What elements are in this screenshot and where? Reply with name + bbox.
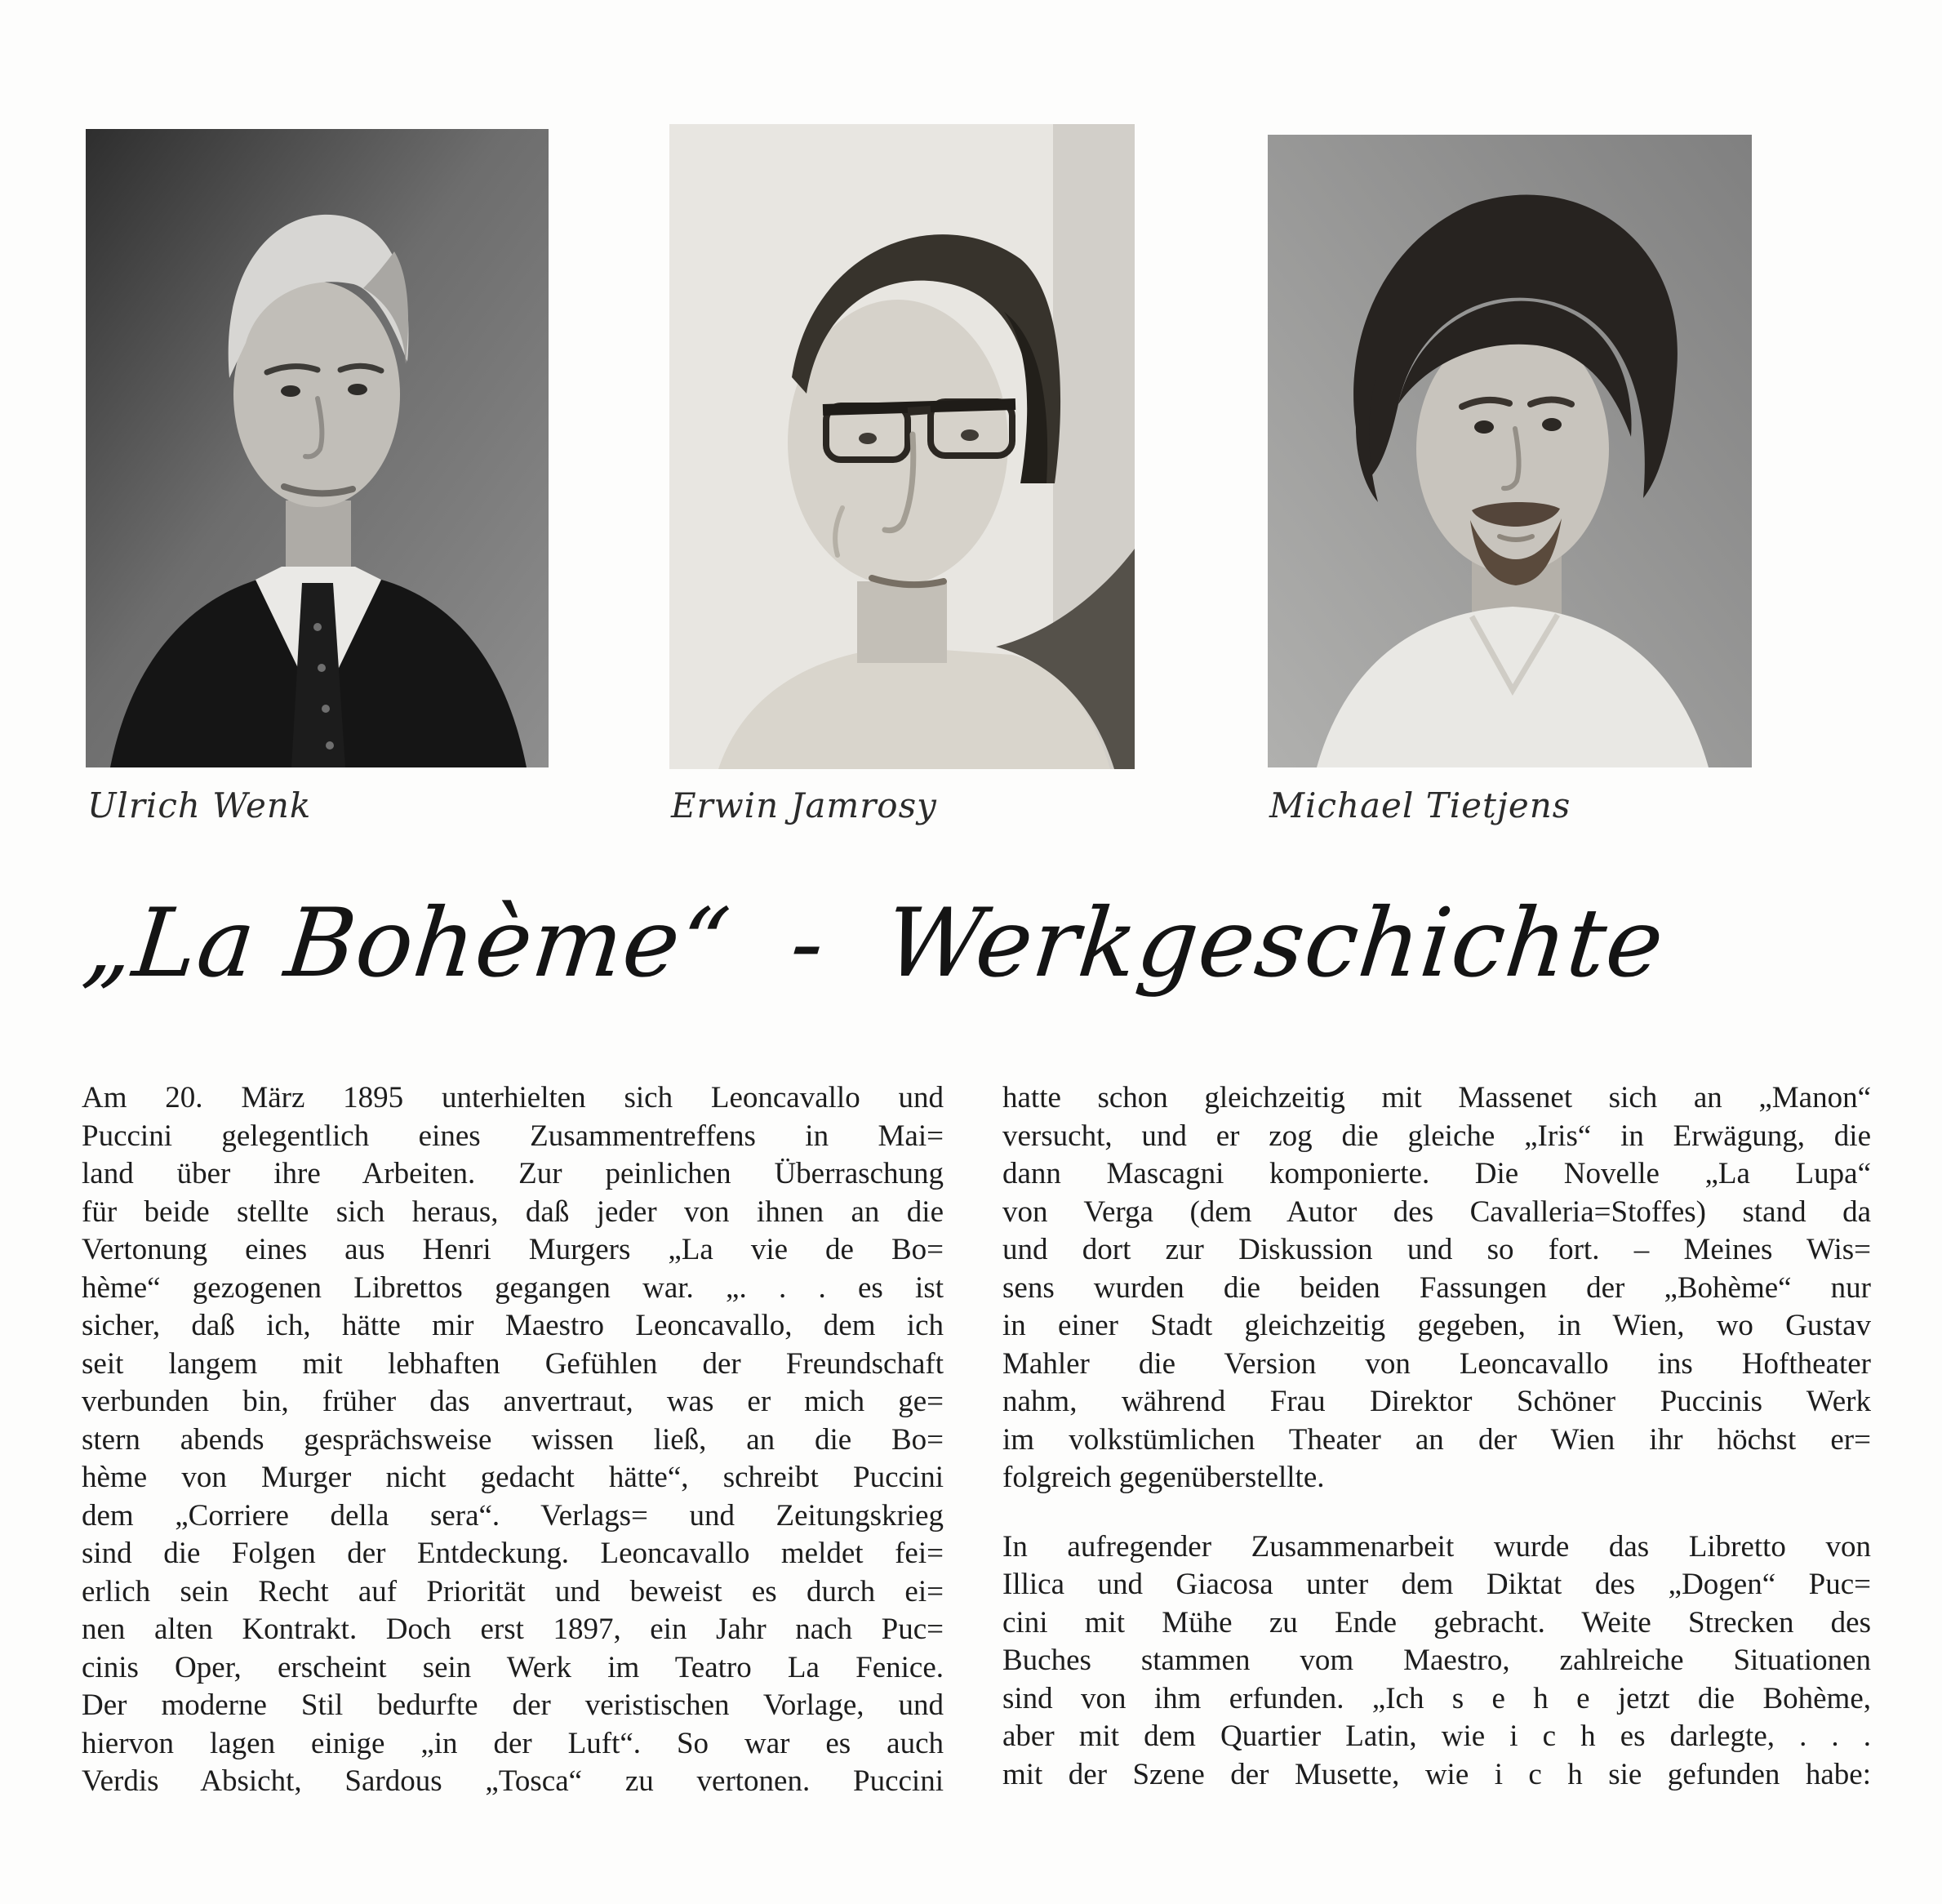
photo-erwin-jamrosy bbox=[669, 124, 1135, 769]
page-title: „La Bohème“ - Werkgeschichte bbox=[78, 888, 1669, 999]
text-line: cinis Oper, erscheint sein Werk im Teatro La Fenice. bbox=[82, 1650, 944, 1684]
text-line: versucht, und er zog die gleiche „Iris“ in Erwägung, die bbox=[1002, 1119, 1871, 1153]
photo-caption-michael-tietjens: Michael Tietjens bbox=[1269, 785, 1571, 825]
text-line: folgreich gegenüberstellte. bbox=[1002, 1461, 1325, 1494]
text-line: erlich sein Recht auf Priorität und beweist es durch ei= bbox=[82, 1574, 944, 1608]
portrait-man-glasses-image bbox=[669, 124, 1135, 769]
text-line: sicher, daß ich, hätte mir Maestro Leoncavallo, dem ich bbox=[82, 1309, 944, 1342]
photo-ulrich-wenk bbox=[86, 129, 549, 767]
photo-caption-ulrich-wenk: Ulrich Wenk bbox=[87, 785, 312, 825]
text-line: sind die Folgen der Entdeckung. Leoncavallo meldet fei= bbox=[82, 1537, 944, 1570]
text-line: hiervon lagen einige „in der Luft“. So war es auch bbox=[82, 1726, 944, 1760]
text-line: Vertonung eines aus Henri Murgers „La vie de Bo= bbox=[82, 1233, 944, 1266]
text-line: Am 20. März 1895 unterhielten sich Leoncavallo und bbox=[82, 1081, 944, 1114]
text-line: seit langem mit lebhaften Gefühlen der Freundschaft bbox=[82, 1346, 944, 1381]
text-line: dem „Corriere della sera“. Verlags= und Zeitungskrieg bbox=[82, 1498, 944, 1533]
text-line: sind von ihm erfunden. „Ich s e h e jetzt die Bohème, bbox=[1002, 1681, 1871, 1715]
paragraph-1 bbox=[1002, 1079, 1871, 1497]
text-line: für beide stellte sich heraus, daß jeder von ihnen an die bbox=[82, 1194, 944, 1229]
article-column-right bbox=[1002, 1079, 1871, 1794]
text-line: im volkstümlichen Theater an der Wien ihr höchst er= bbox=[1002, 1422, 1871, 1457]
portrait-man-suit-image bbox=[86, 129, 549, 767]
photo-michael-tietjens bbox=[1268, 135, 1752, 767]
portrait-man-beard-image bbox=[1268, 135, 1752, 767]
text-line: in einer Stadt gleichzeitig gegeben, in Wien, wo Gustav bbox=[1002, 1309, 1871, 1342]
text-line: hème“ gezogenen Librettos gegangen war. „. . . es ist bbox=[82, 1270, 944, 1305]
text-line: von Verga (dem Autor des Cavalleria=Stoffes) stand da bbox=[1002, 1194, 1871, 1229]
text-line: stern abends gesprächsweise wissen ließ, an die Bo= bbox=[82, 1422, 944, 1457]
text-line: verbunden bin, früher das anvertraut, was er mich ge= bbox=[82, 1385, 944, 1418]
text-line: mit der Szene der Musette, wie i c h sie gefunden habe: bbox=[1002, 1757, 1871, 1791]
text-line: hème von Murger nicht gedacht hätte“, schreibt Puccini bbox=[82, 1461, 944, 1494]
text-line: nen alten Kontrakt. Doch erst 1897, ein Jahr nach Puc= bbox=[82, 1613, 944, 1646]
text-line: Der moderne Stil bedurfte der veristischen Vorlage, und bbox=[82, 1688, 944, 1722]
text-line: Buches stammen vom Maestro, zahlreiche Situationen bbox=[1002, 1644, 1871, 1677]
text-line: Verdis Absicht, Sardous „Tosca“ zu vertonen. Puccini bbox=[82, 1764, 944, 1798]
text-line: sens wurden die beiden Fassungen der „Bohème“ nur bbox=[1002, 1270, 1871, 1305]
text-line: land über ihre Arbeiten. Zur peinlichen Überraschung bbox=[82, 1157, 944, 1190]
paragraph-2 bbox=[1002, 1528, 1871, 1795]
text-line: In aufregender Zusammenarbeit wurde das Libretto von bbox=[1002, 1529, 1871, 1564]
text-line: Mahler die Version von Leoncavallo ins Hoftheater bbox=[1002, 1346, 1871, 1381]
text-line: cini mit Mühe zu Ende gebracht. Weite Strecken des bbox=[1002, 1605, 1871, 1639]
text-line: und dort zur Diskussion und so fort. – Meines Wis= bbox=[1002, 1233, 1871, 1266]
text-line: Illica und Giacosa unter dem Diktat des „Dogen“ Puc= bbox=[1002, 1568, 1871, 1601]
text-line: hatte schon gleichzeitig mit Massenet sich an „Manon“ bbox=[1002, 1081, 1871, 1114]
text-line: dann Mascagni komponierte. Die Novelle „La Lupa“ bbox=[1002, 1157, 1871, 1190]
text-line: aber mit dem Quartier Latin, wie i c h es darlegte, . . . bbox=[1002, 1719, 1871, 1753]
article-column-left bbox=[82, 1079, 944, 1801]
text-line: nahm, während Frau Direktor Schöner Puccinis Werk bbox=[1002, 1385, 1871, 1418]
text-line: Puccini gelegentlich eines Zusammentreffens in Mai= bbox=[82, 1119, 944, 1153]
photo-caption-erwin-jamrosy: Erwin Jamrosy bbox=[671, 785, 937, 825]
